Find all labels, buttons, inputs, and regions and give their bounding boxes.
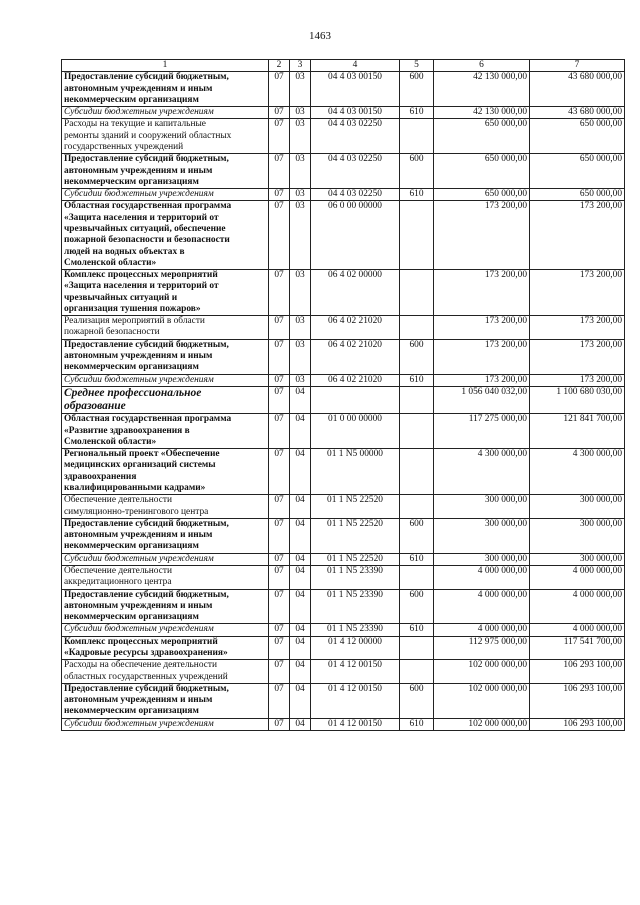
amount-year-1: 112 975 000,00: [434, 636, 530, 660]
column-number: 1: [62, 60, 269, 72]
table-row: [62, 201, 625, 270]
item-name-line: здравоохранения: [64, 471, 137, 482]
column-number: 4: [311, 60, 400, 72]
subsection-code: 04: [290, 589, 311, 624]
amount-year-2: 4 000 000,00: [530, 589, 625, 624]
item-name: [62, 636, 269, 660]
amount-year-2: 4 000 000,00: [530, 565, 625, 589]
table-row: [62, 718, 625, 730]
target-article-code: 01 1 N5 22520: [311, 553, 400, 565]
expense-type-code: 610: [400, 107, 434, 119]
target-article-code: 06 4 02 21020: [311, 374, 400, 386]
subsection-code: 04: [290, 636, 311, 660]
table-row: [62, 386, 625, 413]
amount-year-1: 173 200,00: [434, 316, 530, 340]
subsection-code: 04: [290, 495, 311, 519]
section-code: 07: [269, 386, 290, 413]
target-article-code: 06 4 02 00000: [311, 270, 400, 316]
item-name-line: автономным учреждениям и иным: [64, 83, 213, 94]
item-name-line: Расходы на обеспечение деятельности: [64, 660, 218, 671]
item-name-line: Предоставление субсидий бюджетным,: [64, 589, 229, 600]
item-name-line: Смоленской области»: [64, 436, 157, 447]
section-code: 07: [269, 374, 290, 386]
section-code: 07: [269, 107, 290, 119]
target-article-code: 01 4 12 00000: [311, 636, 400, 660]
target-article-code: 01 4 12 00150: [311, 718, 400, 730]
item-name-line: Областная государственная программа: [64, 414, 232, 425]
amount-year-2: 121 841 700,00: [530, 414, 625, 449]
item-name: [62, 518, 269, 553]
subsection-code: 03: [290, 339, 311, 374]
amount-year-2: 4 300 000,00: [530, 449, 625, 495]
item-name-line: автономным учреждениям и иным: [64, 695, 213, 706]
amount-year-1: 102 000 000,00: [434, 660, 530, 684]
column-number: 2: [269, 60, 290, 72]
item-name-line: автономным учреждениям и иным: [64, 165, 213, 176]
table-row: [62, 589, 625, 624]
item-name-line: «Защита населения и территорий от: [64, 212, 219, 223]
table-row: [62, 518, 625, 553]
item-name-line: Субсидии бюджетным учреждениям: [64, 374, 214, 385]
amount-year-1: 4 000 000,00: [434, 624, 530, 636]
item-name-line: образование: [64, 400, 126, 413]
item-name-line: «Развитие здравоохранения в: [64, 425, 190, 436]
item-name-line: Субсидии бюджетным учреждениям: [64, 553, 214, 564]
subsection-code: 03: [290, 72, 311, 107]
expense-type-code: [400, 386, 434, 413]
item-name: [62, 119, 269, 154]
table-row: [62, 154, 625, 189]
subsection-code: 04: [290, 718, 311, 730]
page-number: 1463: [309, 30, 331, 42]
amount-year-2: 650 000,00: [530, 189, 625, 201]
item-name: [62, 718, 269, 730]
table-row: [62, 565, 625, 589]
amount-year-1: 42 130 000,00: [434, 107, 530, 119]
item-name-line: чрезвычайных ситуаций, обеспечение: [64, 223, 226, 234]
item-name-line: Предоставление субсидий бюджетным,: [64, 72, 229, 83]
expense-type-code: 610: [400, 718, 434, 730]
amount-year-2: 1 100 680 030,00: [530, 386, 625, 413]
item-name-line: Областная государственная программа: [64, 201, 232, 212]
item-name: [62, 154, 269, 189]
amount-year-2: 173 200,00: [530, 201, 625, 270]
expense-type-code: [400, 636, 434, 660]
subsection-code: 04: [290, 624, 311, 636]
amount-year-1: 4 000 000,00: [434, 589, 530, 624]
target-article-code: 01 4 12 00150: [311, 683, 400, 718]
amount-year-2: 173 200,00: [530, 339, 625, 374]
item-name-line: Комплекс процессных мероприятий: [64, 270, 218, 281]
subsection-code: 03: [290, 154, 311, 189]
expense-type-code: 610: [400, 374, 434, 386]
amount-year-1: 173 200,00: [434, 201, 530, 270]
expense-type-code: 610: [400, 189, 434, 201]
item-name-line: пожарной безопасности: [64, 327, 160, 338]
table-row: [62, 636, 625, 660]
table-row: [62, 449, 625, 495]
item-name-line: организация тушения пожаров»: [64, 303, 201, 314]
amount-year-2: 650 000,00: [530, 119, 625, 154]
section-code: 07: [269, 154, 290, 189]
item-name: [62, 374, 269, 386]
section-code: 07: [269, 518, 290, 553]
subsection-code: 04: [290, 553, 311, 565]
amount-year-2: 300 000,00: [530, 553, 625, 565]
target-article-code: [311, 386, 400, 413]
section-code: 07: [269, 636, 290, 660]
item-name-line: Субсидии бюджетным учреждениям: [64, 718, 214, 729]
amount-year-2: 650 000,00: [530, 154, 625, 189]
amount-year-2: 300 000,00: [530, 495, 625, 519]
item-name-line: Субсидии бюджетным учреждениям: [64, 189, 214, 200]
table-row: [62, 660, 625, 684]
amount-year-2: 173 200,00: [530, 270, 625, 316]
amount-year-1: 173 200,00: [434, 339, 530, 374]
expense-type-code: 600: [400, 518, 434, 553]
subsection-code: 03: [290, 189, 311, 201]
item-name: [62, 316, 269, 340]
item-name: [62, 189, 269, 201]
expense-type-code: [400, 495, 434, 519]
table-row: [62, 495, 625, 519]
item-name-line: Предоставление субсидий бюджетным,: [64, 518, 229, 529]
column-number: 5: [400, 60, 434, 72]
table-row: [62, 107, 625, 119]
item-name: [62, 589, 269, 624]
expense-type-code: 600: [400, 154, 434, 189]
table-row: [62, 374, 625, 386]
amount-year-1: 4 300 000,00: [434, 449, 530, 495]
item-name-line: автономным учреждениям и иным: [64, 351, 213, 362]
amount-year-1: 117 275 000,00: [434, 414, 530, 449]
item-name: [62, 660, 269, 684]
target-article-code: 04 4 03 02250: [311, 119, 400, 154]
item-name-line: «Кадровые ресурсы здравоохранения»: [64, 647, 228, 658]
section-code: 07: [269, 316, 290, 340]
item-name: [62, 495, 269, 519]
amount-year-1: 173 200,00: [434, 374, 530, 386]
item-name-line: аккредитационного центра: [64, 577, 172, 588]
item-name-line: Субсидии бюджетным учреждениям: [64, 107, 214, 118]
subsection-code: 04: [290, 565, 311, 589]
item-name: [62, 565, 269, 589]
section-code: 07: [269, 270, 290, 316]
item-name-line: Расходы на текущие и капитальные: [64, 119, 206, 130]
table-row: [62, 624, 625, 636]
column-number: 6: [434, 60, 530, 72]
subsection-code: 03: [290, 374, 311, 386]
target-article-code: 06 4 02 21020: [311, 339, 400, 374]
amount-year-2: 106 293 100,00: [530, 683, 625, 718]
item-name-line: автономным учреждениям и иным: [64, 600, 213, 611]
target-article-code: 01 4 12 00150: [311, 660, 400, 684]
column-number: 7: [530, 60, 625, 72]
item-name-line: областных государственных учреждений: [64, 671, 228, 682]
item-name: [62, 553, 269, 565]
section-code: 07: [269, 201, 290, 270]
item-name-line: квалифицированными кадрами»: [64, 483, 206, 493]
section-code: 07: [269, 495, 290, 519]
expense-type-code: 600: [400, 683, 434, 718]
item-name-line: Реализация мероприятий в области: [64, 316, 205, 327]
target-article-code: 01 0 00 00000: [311, 414, 400, 449]
item-name-line: Комплекс процессных мероприятий: [64, 636, 218, 647]
amount-year-2: 173 200,00: [530, 374, 625, 386]
table-row: [62, 683, 625, 718]
amount-year-1: 650 000,00: [434, 189, 530, 201]
item-name: [62, 624, 269, 636]
target-article-code: 01 1 N5 23390: [311, 624, 400, 636]
section-code: 07: [269, 189, 290, 201]
subsection-code: 03: [290, 316, 311, 340]
expense-type-code: [400, 119, 434, 154]
amount-year-1: 1 056 040 032,00: [434, 386, 530, 413]
item-name-line: некоммерческим организациям: [64, 176, 199, 187]
subsection-code: 03: [290, 201, 311, 270]
target-article-code: 04 4 03 00150: [311, 72, 400, 107]
subsection-code: 04: [290, 386, 311, 413]
amount-year-1: 300 000,00: [434, 518, 530, 553]
item-name-line: некоммерческим организациям: [64, 706, 199, 717]
amount-year-2: 43 680 000,00: [530, 72, 625, 107]
subsection-code: 04: [290, 449, 311, 495]
target-article-code: 01 1 N5 23390: [311, 565, 400, 589]
expense-type-code: [400, 270, 434, 316]
expense-type-code: [400, 660, 434, 684]
table-row: [62, 270, 625, 316]
target-article-code: 01 1 N5 00000: [311, 449, 400, 495]
amount-year-1: 650 000,00: [434, 154, 530, 189]
item-name-line: Предоставление субсидий бюджетным,: [64, 154, 229, 165]
expense-type-code: [400, 414, 434, 449]
subsection-code: 04: [290, 414, 311, 449]
item-name: [62, 449, 269, 495]
item-name-line: чрезвычайных ситуаций и: [64, 292, 178, 303]
expense-type-code: 600: [400, 589, 434, 624]
amount-year-1: 102 000 000,00: [434, 683, 530, 718]
expense-type-code: [400, 449, 434, 495]
item-name-line: Обеспечение деятельности: [64, 565, 173, 576]
section-code: 07: [269, 119, 290, 154]
amount-year-2: 300 000,00: [530, 518, 625, 553]
expense-type-code: 600: [400, 339, 434, 374]
item-name-line: Смоленской области»: [64, 257, 157, 268]
section-code: 07: [269, 553, 290, 565]
item-name-line: государственных учреждений: [64, 141, 184, 152]
item-name-line: ремонты зданий и сооружений областных: [64, 130, 232, 141]
item-name: [62, 683, 269, 718]
amount-year-1: 300 000,00: [434, 495, 530, 519]
item-name-line: Региональный проект «Обеспечение: [64, 449, 220, 460]
budget-table: [61, 59, 625, 731]
amount-year-2: 4 000 000,00: [530, 624, 625, 636]
subsection-code: 03: [290, 270, 311, 316]
item-name-line: Обеспечение деятельности: [64, 495, 173, 506]
amount-year-1: 173 200,00: [434, 270, 530, 316]
table-row: [62, 339, 625, 374]
section-code: 07: [269, 565, 290, 589]
table-row: [62, 316, 625, 340]
item-name-line: Субсидии бюджетным учреждениям: [64, 624, 214, 635]
subsection-code: 04: [290, 518, 311, 553]
item-name-line: Предоставление субсидий бюджетным,: [64, 339, 229, 350]
item-name-line: симуляционно-тренингового центра: [64, 506, 209, 517]
expense-type-code: 600: [400, 72, 434, 107]
section-code: 07: [269, 718, 290, 730]
section-code: 07: [269, 449, 290, 495]
section-code: 07: [269, 339, 290, 374]
section-code: 07: [269, 624, 290, 636]
target-article-code: 01 1 N5 22520: [311, 495, 400, 519]
section-code: 07: [269, 589, 290, 624]
subsection-code: 03: [290, 119, 311, 154]
expense-type-code: 610: [400, 553, 434, 565]
amount-year-1: 42 130 000,00: [434, 72, 530, 107]
target-article-code: 06 4 02 21020: [311, 316, 400, 340]
amount-year-1: 4 000 000,00: [434, 565, 530, 589]
target-article-code: 01 1 N5 22520: [311, 518, 400, 553]
expense-type-code: [400, 201, 434, 270]
item-name: [62, 72, 269, 107]
item-name-line: «Защита населения и территорий от: [64, 281, 219, 292]
amount-year-2: 117 541 700,00: [530, 636, 625, 660]
amount-year-2: 173 200,00: [530, 316, 625, 340]
target-article-code: 06 0 00 00000: [311, 201, 400, 270]
amount-year-1: 650 000,00: [434, 119, 530, 154]
section-code: 07: [269, 72, 290, 107]
amount-year-2: 43 680 000,00: [530, 107, 625, 119]
amount-year-2: 106 293 100,00: [530, 660, 625, 684]
amount-year-2: 106 293 100,00: [530, 718, 625, 730]
column-number: 3: [290, 60, 311, 72]
subsection-code: 04: [290, 683, 311, 718]
table-row: [62, 553, 625, 565]
expense-type-code: 610: [400, 624, 434, 636]
target-article-code: 04 4 03 02250: [311, 154, 400, 189]
table-row: [62, 414, 625, 449]
target-article-code: 04 4 03 02250: [311, 189, 400, 201]
table-row: [62, 189, 625, 201]
subsection-code: 03: [290, 107, 311, 119]
item-name-line: некоммерческим организациям: [64, 362, 199, 373]
expense-type-code: [400, 565, 434, 589]
target-article-code: 01 1 N5 23390: [311, 589, 400, 624]
item-name-line: автономным учреждениям и иным: [64, 530, 213, 541]
target-article-code: 04 4 03 00150: [311, 107, 400, 119]
item-name-line: некоммерческим организациям: [64, 612, 199, 623]
subsection-code: 04: [290, 660, 311, 684]
section-code: 07: [269, 660, 290, 684]
item-name-line: некоммерческим организациям: [64, 541, 199, 552]
item-name: [62, 270, 269, 316]
table-row: [62, 72, 625, 107]
amount-year-1: 300 000,00: [434, 553, 530, 565]
item-name-line: людей на водных объектах в: [64, 246, 185, 257]
item-name-line: медицинских организаций системы: [64, 460, 216, 471]
item-name-line: Предоставление субсидий бюджетным,: [64, 683, 229, 694]
item-name-line: некоммерческим организациям: [64, 94, 199, 105]
item-name: [62, 386, 269, 413]
item-name-line: Среднее профессиональное: [64, 386, 202, 399]
item-name: [62, 201, 269, 270]
column-number-row: [62, 60, 625, 72]
item-name: [62, 339, 269, 374]
budget-table-body: [62, 60, 625, 731]
section-code: 07: [269, 414, 290, 449]
item-name: [62, 414, 269, 449]
table-row: [62, 119, 625, 154]
item-name: [62, 107, 269, 119]
expense-type-code: [400, 316, 434, 340]
item-name-line: пожарной безопасности и безопасности: [64, 235, 230, 246]
section-code: 07: [269, 683, 290, 718]
amount-year-1: 102 000 000,00: [434, 718, 530, 730]
